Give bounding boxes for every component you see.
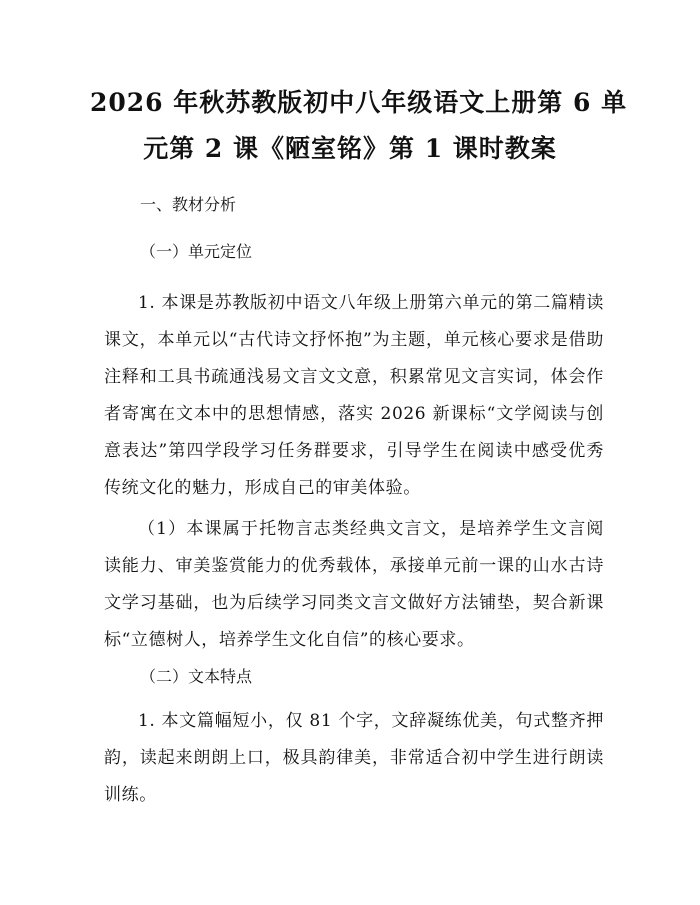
section-heading-teaching-material-analysis: 一、教材分析	[140, 195, 237, 214]
document-title-line-2: 元第 2 课《陋室铭》第 1 课时教案	[143, 134, 557, 163]
paragraph-text-features: 1. 本文篇幅短小，仅 81 个字，文辞凝练优美，句式整齐押韵，读起来朗朗上口，极具韵律美，非常适合初中学生进行朗读训练。	[104, 711, 604, 805]
paragraph-lesson-role: （1）本课属于托物言志类经典文言文，是培养学生文言阅读能力、审美鉴赏能力的优秀载体，承接单元前一课的山水古诗文学习基础，也为后续学习同类文言文做好方法铺垫，契合新课标“立德树人，培养学生文化自信”的核心要求。	[104, 519, 604, 650]
document-title-line-1: 2026 年秋苏教版初中八年级语文上册第 6 单	[90, 88, 628, 117]
subsection-heading-text-features: （二）文本特点	[140, 667, 253, 686]
subsection-heading-unit-positioning: （一）单元定位	[140, 242, 253, 261]
paragraph-unit-positioning: 1. 本课是苏教版初中语文八年级上册第六单元的第二篇精读课文，本单元以“古代诗文抒怀抱”为主题，单元核心要求是借助注释和工具书疏通浅易文言文文意，积累常见文言实词，体会作者寄寓在文本中的思想情感，落实 2026 新课标“文学阅读与创意表达”第四学段学习任务群要求，引导学生在阅读中感受优秀传统文化的魅力，形成自己的审美体验。	[104, 293, 604, 498]
